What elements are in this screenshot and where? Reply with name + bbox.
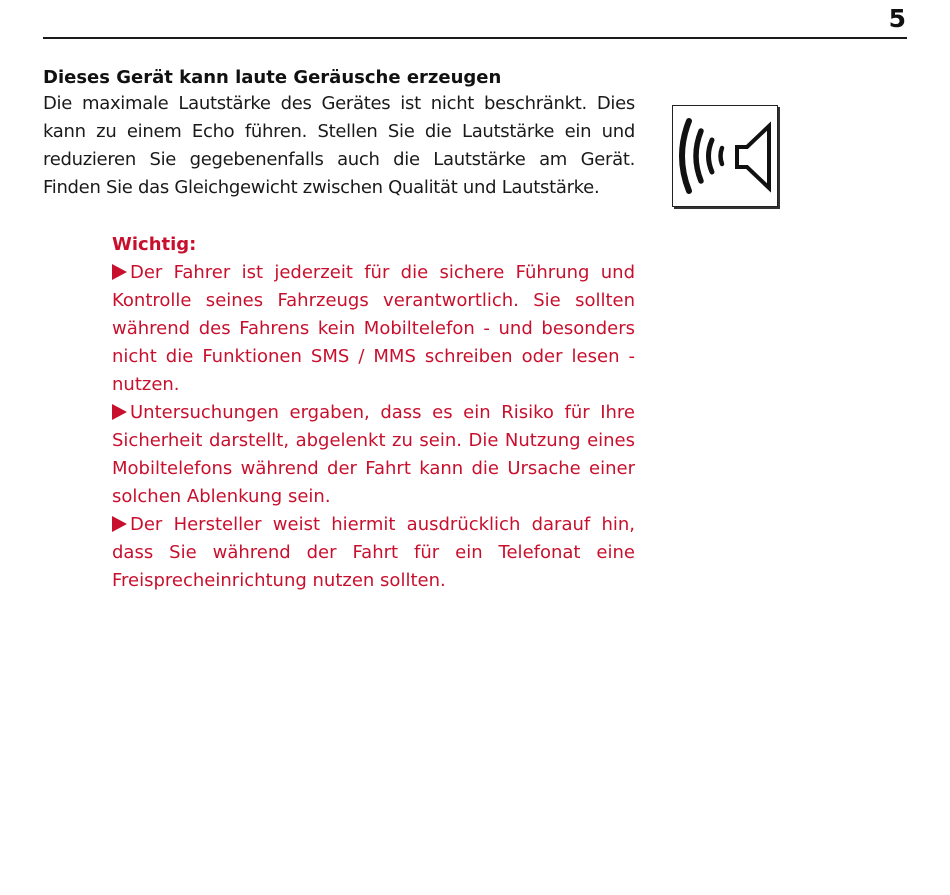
section-title: Dieses Gerät kann laute Geräusche erzeugen [43,67,502,88]
arrow-right-icon [112,404,127,420]
bullet-text: Der Hersteller weist hiermit ausdrücklich darauf hin, dass Sie während der Fahrt für ein Telefonat eine Freisprecheinrichtung nutzen sollten. [112,514,635,591]
volume-section [43,66,635,202]
arrow-right-icon [112,516,127,532]
important-bullet [112,259,635,399]
important-title: Wichtig: [112,234,197,255]
header-rule [43,37,907,39]
important-notice [112,231,635,595]
bullet-text: Untersuchungen ergaben, dass es ein Risiko für Ihre Sicherheit darstellt, abgelenkt zu sein. Die Nutzung eines Mobiltelefons während der Fahrt kann die Ursache einer solchen Ablenkung sein. [112,402,635,507]
section-body: Die maximale Lautstärke des Gerätes ist nicht beschränkt. Dies kann zu einem Echo führen. Stellen Sie die Lautstärke ein und reduzieren Sie gegebenenfalls auch die Lautstärke am Gerät. Finden Sie das Gleichgewicht zwischen Qualität und Lautstärke. [43,93,635,198]
page-number: 5 [888,4,906,33]
arrow-right-icon [112,264,127,280]
important-bullet [112,399,635,511]
speaker-sound-icon [672,105,778,207]
bullet-text: Der Fahrer ist jederzeit für die sichere Führung und Kontrolle seines Fahrzeugs verantwortlich. Sie sollten während des Fahrens kein Mobiltelefon - und besonders nicht die Funktionen SMS / MMS schreiben oder lesen - nutzen. [112,262,635,395]
important-bullet [112,511,635,595]
